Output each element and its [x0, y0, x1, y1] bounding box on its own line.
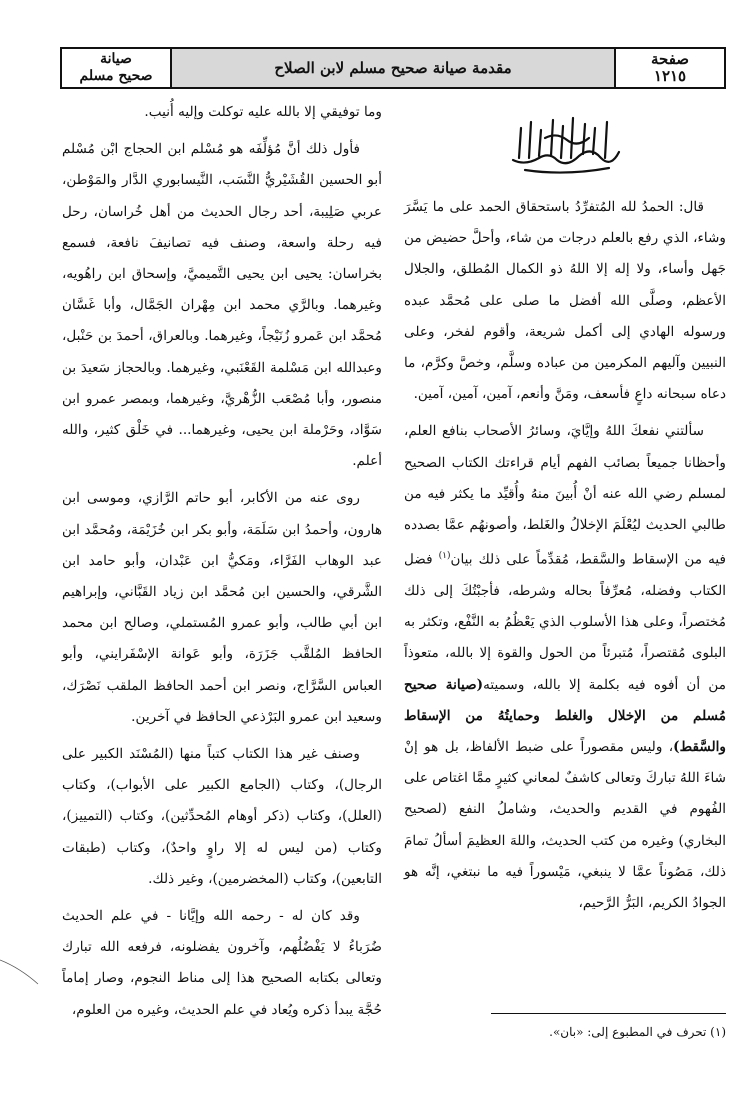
paragraph-status: وقد كان له - رحمه الله وإيَّانا - في علم الحديث ضُرَباءُ لا يَفْضُلُهم، وآخرون يفضلونه، فرفعه الله تبارك وتعالى بكتابه الصحيح هذا إلى مناط النجوم، وصار إماماً حُجَّة يبدأ ذكره ويُعاد في علم الحديث، وغيره من العلوم، [62, 908, 382, 1018]
book-title: (صيانة صحيح مُسلم من الإخلال والغلط وحمايتُهُ من الإسقاط والسَّقط) [404, 676, 726, 755]
paragraph-request [404, 416, 726, 919]
paragraph-author-bio: فأول ذلك أنَّ مُؤلِّفَه هو مُسْلم ابن الحجاج ابْن مُسْلم أبو الحسين القُشَيْريُّ النَّسَب، النَّيسابوري الدَّار والمَوْطن، عربي صَلِيبة، أحد رجال الحديث من أهل خُراسان، رحل فيه رحلة واسعة، وصنف فيه تصانيفَ نافعة، فسمع بخراسان: يحيى ابن يحيى التَّميميَّ، وإسحاق ابن راهُويه، وغيرهما. وبالرَّي محمد ابن مِهْران الجَمَّال، وأبا غَسَّان مُحمَّد ابن عَمرو زُنَيْجاً، وغيرهما. وبالعراق، أحمدَ بن حَنْبل، وعبدالله ابن مَسْلمة القَعْنَبي، وغيرهما. وبالحجاز سَعيدَ بن منصور، وأبا مُصْعَب الزُّهْريَّ، وغيرهما، وبمصر عمرو ابن سَوَّاد، وحَرْملة ابن يحيى، وغيرهما... في خَلْق كثير، والله أعلم. [62, 141, 382, 470]
naming-intro: وسميته [483, 676, 525, 693]
page-label: صفحة [650, 50, 690, 68]
footnote-marker[interactable]: (١) [438, 551, 451, 562]
footnote-divider [491, 1013, 726, 1014]
paragraph-request-continued: فضل الكتاب وفضله، مُعرِّفاً بحاله وشرطه، فأجبْتُكَ إلى ذلك مُختصراً، وعلى هذا الأسلوب الذي يَعْظُمُ به النَّفْع، وتكثر به البلوى مُقتصراً، مُتبرئاً من الحول والقوة إلا بالله، متعوذاً من أن أفوه فيه بكلمة إلا بالله، [404, 551, 726, 693]
paragraph-opening: قال: الحمدُ لله المُتفرِّدُ باستحقاق الحمد على ما يَسَّرَ وشاء، الذي رفع بالعلم درجات من شاء، وأحلَّ حضيض من جَهل وأساء، ولا إله إلا اللهُ ذو الكمال المُطلق، والجلال الأعظم، وصلَّى الله أفضل ما صلى على مُحمَّد عبده ورسوله الهادي إلى أكمل شريعة، وأقوم لفخر، وعلى النبيين وآليهم المكرمين من عباده وسلَّم، وخصَّ وكرَّم، ما دعاه سبحانه داعٍ فأسعف، ومَنَّ وأنعم، آمين، آمين، آمين. [404, 199, 726, 403]
series-line-1: صيانة [100, 51, 132, 67]
series-line-2: صحيح مسلم [79, 68, 153, 84]
left-column [62, 97, 382, 1032]
paragraph-request-end: ، وليس مقصوراً على ضبط الألفاظ، بل هو إنْ شاءَ اللهُ تباركَ وتعالى كاشفٌ لمعاني كثيرٍ ممَّا اغتاص على الفُهوم في القديم والحديث، وشاملُ النفع (لصحيح البخاري) وغيره من كتب الحديث، واللهَ العظيمَ أسألُ تمامَ ذلك، مَصُوناً عمَّا لا ينبغي، مَيْسوراً فيه ما نبتغي، إنَّه هو الجوادُ الكريم، البَرُّ الرَّحيم، [404, 738, 726, 911]
paragraph-request-text: سألتني نفعكَ اللهُ وإيَّايَ، وسائرُ الأصحاب بنافع العلم، وأحظانا جميعاً بصائب الفهم أيام قراءتك الكتاب الصحيح لمسلم رضي الله عنه أنْ أُبينَ منهُ وأُقيِّد ما يكثر فيه من طالبي الحديث ليُعْلَمَ الإخلالُ والغَلط، وأصونهُم عمَّا بصدده فيه من الإسقاط والسَّقط، مُقدِّماً على ذلك بيان [404, 423, 727, 568]
series-box [62, 49, 170, 87]
basmala-calligraphy [505, 108, 625, 178]
page-header [60, 47, 726, 89]
margin-scratch-mark [0, 958, 40, 988]
running-title [170, 49, 616, 87]
right-column [404, 108, 726, 925]
running-title-text: مقدمة صيانة صحيح مسلم لابن الصلاح [274, 59, 512, 77]
paragraph-closing-invocation: وما توفيقي إلا بالله عليه توكلت وإليه أُنيب. [144, 104, 382, 120]
paragraph-works: وصنف غير هذا الكتاب كتباً منها (المُسْنَد الكبير على الرجال)، وكتاب (الجامع الكبير على الأبواب)، وكتاب (العلل)، وكتاب (ذكر أوهام المُحدِّثين)، وكتاب (التمييز)، وكتاب (من ليس له إلا راوٍ واحدٌ)، وكتاب (طبقات التابعين)، وكتاب (المخضرمين)، وغير ذلك. [62, 746, 382, 887]
footnote: (١) تحرف في المطبوع إلى: «بان». [549, 1025, 726, 1039]
page-number: ١٢١٥ [653, 67, 687, 85]
page-number-box [616, 49, 724, 87]
paragraph-narrators: روى عنه من الأكابر، أبو حاتم الرَّازي، وموسى ابن هارون، وأحمدُ ابن سَلَمَة، وأبو بكر ابن خُزَيْمَة، ومُحمَّد ابن عبد الوهاب الفَرَّاء، ومَكيُّ ابن عَبْدان، وأبو حامد ابن الشَّرقي، والحسين ابن مُحمَّد ابن زياد القَبَّاني، وإبراهيم ابن أبي طالب، وأبو عمرو المُستملي، وصالح ابن محمد الحافظ المُلقَّب جَزَرَة، وأبو عَوانة الإسْفَرايني، وأبو العباس السَّرَّاج، ونصر ابن أحمد الحافظ الملقب نَصْرَك، وسعيد ابن عمرو البَرْذعي الحافظ في آخرين. [62, 490, 382, 725]
